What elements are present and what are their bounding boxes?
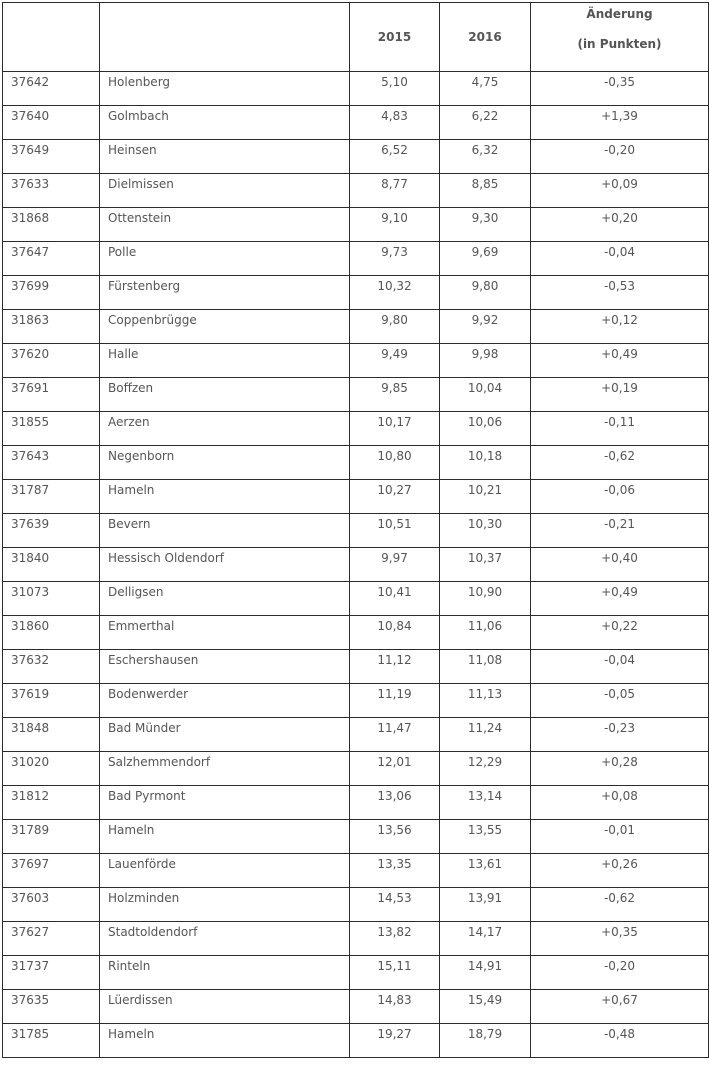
table-row <box>3 480 709 514</box>
cell-2015: 10,84 <box>350 616 440 650</box>
header-change <box>531 3 709 72</box>
cell-ort: Bevern <box>100 514 350 548</box>
cell-change: +1,39 <box>531 106 709 140</box>
cell-plz: 37642 <box>3 72 100 106</box>
cell-2016: 10,06 <box>440 412 531 446</box>
table-row <box>3 718 709 752</box>
cell-2016: 10,04 <box>440 378 531 412</box>
cell-ort: Golmbach <box>100 106 350 140</box>
header-change-line1: Änderung <box>586 7 653 21</box>
cell-plz: 31020 <box>3 752 100 786</box>
table-row <box>3 72 709 106</box>
table-row <box>3 378 709 412</box>
table-row <box>3 140 709 174</box>
cell-plz: 37619 <box>3 684 100 718</box>
cell-2016: 6,22 <box>440 106 531 140</box>
cell-2016: 8,85 <box>440 174 531 208</box>
cell-2016: 9,80 <box>440 276 531 310</box>
table-row <box>3 888 709 922</box>
table-row <box>3 820 709 854</box>
cell-2015: 10,51 <box>350 514 440 548</box>
cell-plz: 37620 <box>3 344 100 378</box>
table-row <box>3 684 709 718</box>
cell-plz: 31787 <box>3 480 100 514</box>
cell-ort: Dielmissen <box>100 174 350 208</box>
cell-2016: 9,69 <box>440 242 531 276</box>
header-2015: 2015 <box>350 3 440 72</box>
table-header-row <box>3 3 709 72</box>
cell-2015: 10,80 <box>350 446 440 480</box>
cell-2015: 10,41 <box>350 582 440 616</box>
cell-change: +0,22 <box>531 616 709 650</box>
cell-2016: 13,55 <box>440 820 531 854</box>
cell-2015: 13,35 <box>350 854 440 888</box>
cell-ort: Polle <box>100 242 350 276</box>
cell-change: -0,62 <box>531 888 709 922</box>
cell-2015: 9,73 <box>350 242 440 276</box>
cell-plz: 37697 <box>3 854 100 888</box>
cell-2015: 10,17 <box>350 412 440 446</box>
table-row <box>3 344 709 378</box>
cell-ort: Stadtoldendorf <box>100 922 350 956</box>
cell-change: -0,20 <box>531 140 709 174</box>
cell-change: +0,49 <box>531 344 709 378</box>
cell-plz: 37635 <box>3 990 100 1024</box>
cell-2015: 12,01 <box>350 752 440 786</box>
cell-2016: 4,75 <box>440 72 531 106</box>
table-row <box>3 956 709 990</box>
cell-ort: Coppenbrügge <box>100 310 350 344</box>
cell-plz: 31863 <box>3 310 100 344</box>
cell-2016: 14,17 <box>440 922 531 956</box>
cell-2015: 11,47 <box>350 718 440 752</box>
cell-change: -0,48 <box>531 1024 709 1058</box>
cell-plz: 37699 <box>3 276 100 310</box>
table-row <box>3 752 709 786</box>
table-row <box>3 310 709 344</box>
cell-2015: 13,56 <box>350 820 440 854</box>
cell-2015: 9,80 <box>350 310 440 344</box>
cell-change: +0,12 <box>531 310 709 344</box>
header-plz <box>3 3 100 72</box>
cell-ort: Hameln <box>100 1024 350 1058</box>
cell-plz: 37632 <box>3 650 100 684</box>
cell-ort: Fürstenberg <box>100 276 350 310</box>
cell-change: -0,21 <box>531 514 709 548</box>
cell-2015: 19,27 <box>350 1024 440 1058</box>
cell-2015: 6,52 <box>350 140 440 174</box>
table-row <box>3 1024 709 1058</box>
cell-plz: 37633 <box>3 174 100 208</box>
cell-change: +0,67 <box>531 990 709 1024</box>
cell-2015: 11,12 <box>350 650 440 684</box>
cell-2015: 14,83 <box>350 990 440 1024</box>
cell-ort: Lauenförde <box>100 854 350 888</box>
cell-ort: Negenborn <box>100 446 350 480</box>
cell-ort: Bad Münder <box>100 718 350 752</box>
cell-2016: 6,32 <box>440 140 531 174</box>
cell-ort: Holzminden <box>100 888 350 922</box>
table-row <box>3 786 709 820</box>
cell-change: -0,53 <box>531 276 709 310</box>
cell-ort: Hameln <box>100 820 350 854</box>
cell-plz: 37640 <box>3 106 100 140</box>
cell-ort: Bodenwerder <box>100 684 350 718</box>
cell-ort: Aerzen <box>100 412 350 446</box>
cell-2016: 10,18 <box>440 446 531 480</box>
cell-change: -0,05 <box>531 684 709 718</box>
table-row <box>3 854 709 888</box>
cell-change: -0,06 <box>531 480 709 514</box>
cell-ort: Rinteln <box>100 956 350 990</box>
cell-ort: Hameln <box>100 480 350 514</box>
cell-change: -0,62 <box>531 446 709 480</box>
cell-change: -0,01 <box>531 820 709 854</box>
table-row <box>3 514 709 548</box>
cell-2015: 13,06 <box>350 786 440 820</box>
table-row <box>3 208 709 242</box>
cell-2016: 10,37 <box>440 548 531 582</box>
cell-change: -0,04 <box>531 242 709 276</box>
cell-2015: 9,10 <box>350 208 440 242</box>
cell-2016: 11,06 <box>440 616 531 650</box>
cell-change: -0,11 <box>531 412 709 446</box>
cell-2015: 10,32 <box>350 276 440 310</box>
cell-2015: 8,77 <box>350 174 440 208</box>
cell-plz: 37627 <box>3 922 100 956</box>
cell-change: +0,35 <box>531 922 709 956</box>
cell-plz: 37603 <box>3 888 100 922</box>
cell-2015: 4,83 <box>350 106 440 140</box>
cell-2015: 14,53 <box>350 888 440 922</box>
cell-2015: 9,97 <box>350 548 440 582</box>
cell-2016: 11,13 <box>440 684 531 718</box>
cell-ort: Emmerthal <box>100 616 350 650</box>
table-row <box>3 922 709 956</box>
header-change-line2: (in Punkten) <box>577 37 662 51</box>
cell-2016: 9,30 <box>440 208 531 242</box>
cell-change: -0,20 <box>531 956 709 990</box>
table-row <box>3 650 709 684</box>
cell-2016: 11,08 <box>440 650 531 684</box>
cell-2016: 10,30 <box>440 514 531 548</box>
cell-ort: Delligsen <box>100 582 350 616</box>
cell-2016: 9,92 <box>440 310 531 344</box>
cell-ort: Lüerdissen <box>100 990 350 1024</box>
table-row <box>3 616 709 650</box>
cell-plz: 37649 <box>3 140 100 174</box>
cell-plz: 31785 <box>3 1024 100 1058</box>
cell-plz: 31840 <box>3 548 100 582</box>
cell-2015: 5,10 <box>350 72 440 106</box>
cell-change: +0,20 <box>531 208 709 242</box>
table-row <box>3 276 709 310</box>
cell-2015: 10,27 <box>350 480 440 514</box>
cell-2016: 9,98 <box>440 344 531 378</box>
cell-ort: Salzhemmendorf <box>100 752 350 786</box>
cell-change: +0,26 <box>531 854 709 888</box>
table-row <box>3 548 709 582</box>
cell-2015: 9,49 <box>350 344 440 378</box>
cell-change: +0,19 <box>531 378 709 412</box>
table-row <box>3 446 709 480</box>
table-body <box>3 72 709 1058</box>
cell-ort: Ottenstein <box>100 208 350 242</box>
cell-plz: 31855 <box>3 412 100 446</box>
cell-2016: 15,49 <box>440 990 531 1024</box>
cell-change: -0,04 <box>531 650 709 684</box>
cell-2016: 13,91 <box>440 888 531 922</box>
cell-change: -0,35 <box>531 72 709 106</box>
cell-plz: 31868 <box>3 208 100 242</box>
cell-2016: 13,14 <box>440 786 531 820</box>
table-row <box>3 990 709 1024</box>
cell-2016: 11,24 <box>440 718 531 752</box>
cell-plz: 37639 <box>3 514 100 548</box>
cell-change: +0,28 <box>531 752 709 786</box>
data-table <box>2 2 709 1058</box>
cell-ort: Hessisch Oldendorf <box>100 548 350 582</box>
header-2016: 2016 <box>440 3 531 72</box>
cell-plz: 31860 <box>3 616 100 650</box>
cell-change: +0,49 <box>531 582 709 616</box>
cell-ort: Boffzen <box>100 378 350 412</box>
cell-change: +0,09 <box>531 174 709 208</box>
cell-plz: 31737 <box>3 956 100 990</box>
cell-plz: 37691 <box>3 378 100 412</box>
table-row <box>3 174 709 208</box>
table-row <box>3 242 709 276</box>
cell-plz: 31789 <box>3 820 100 854</box>
cell-2015: 11,19 <box>350 684 440 718</box>
cell-plz: 37647 <box>3 242 100 276</box>
cell-2015: 9,85 <box>350 378 440 412</box>
cell-change: +0,08 <box>531 786 709 820</box>
cell-plz: 31812 <box>3 786 100 820</box>
cell-2016: 18,79 <box>440 1024 531 1058</box>
cell-ort: Eschershausen <box>100 650 350 684</box>
cell-2016: 10,90 <box>440 582 531 616</box>
cell-ort: Heinsen <box>100 140 350 174</box>
cell-ort: Holenberg <box>100 72 350 106</box>
cell-change: +0,40 <box>531 548 709 582</box>
table-row <box>3 106 709 140</box>
cell-ort: Bad Pyrmont <box>100 786 350 820</box>
cell-2016: 13,61 <box>440 854 531 888</box>
cell-change: -0,23 <box>531 718 709 752</box>
cell-2016: 14,91 <box>440 956 531 990</box>
cell-2016: 12,29 <box>440 752 531 786</box>
cell-2015: 15,11 <box>350 956 440 990</box>
cell-plz: 37643 <box>3 446 100 480</box>
cell-2016: 10,21 <box>440 480 531 514</box>
table-row <box>3 412 709 446</box>
header-ort <box>100 3 350 72</box>
table-row <box>3 582 709 616</box>
cell-ort: Halle <box>100 344 350 378</box>
cell-plz: 31073 <box>3 582 100 616</box>
cell-plz: 31848 <box>3 718 100 752</box>
cell-2015: 13,82 <box>350 922 440 956</box>
